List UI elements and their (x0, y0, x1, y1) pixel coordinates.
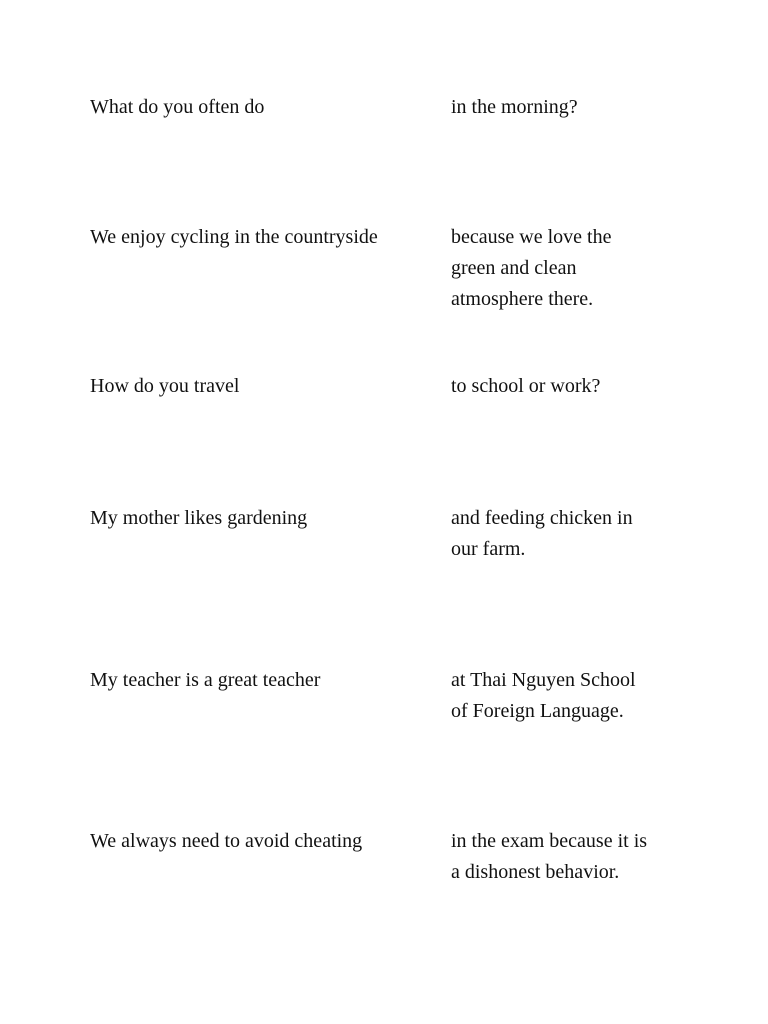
sentence-second-half: and feeding chicken in our farm. (451, 507, 633, 560)
sentence-first-half: My teacher is a great teacher (90, 669, 321, 691)
sentence-first-half: We always need to avoid cheating (90, 830, 363, 852)
sentence-second-half: at Thai Nguyen School of Foreign Language. (451, 669, 636, 722)
sentence-first-half: How do you travel (90, 375, 240, 397)
sentence-first-half: We enjoy cycling in the countryside (90, 226, 378, 248)
sentence-second-half: because we love the green and clean atmosphere there. (451, 226, 612, 310)
sentence-first-half: My mother likes gardening (90, 507, 308, 529)
sentence-second-half: in the morning? (451, 96, 578, 118)
sentence-second-half: in the exam because it is a dishonest behavior. (451, 830, 648, 883)
sentence-first-half: What do you often do (90, 96, 265, 118)
sentence-second-half: to school or work? (451, 375, 601, 397)
